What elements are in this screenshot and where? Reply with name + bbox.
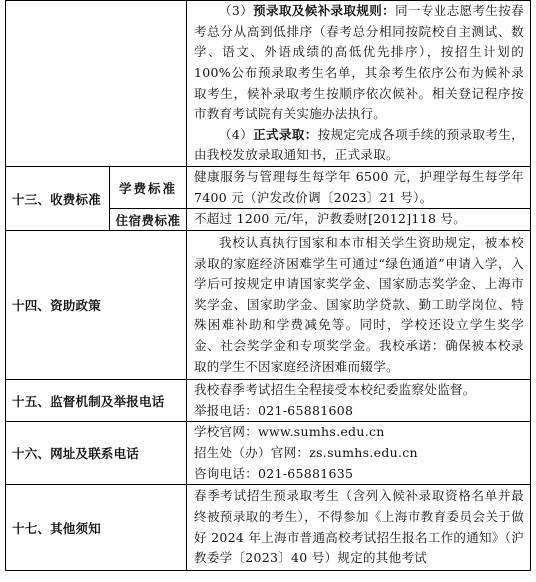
aid-policy-row [6,231,531,380]
report-phone: 举报电话：021-65881608 [194,402,354,418]
admission-rules-cell [187,1,531,167]
pre-admission-rule-title: 预录取及候补录取规则： [253,3,396,19]
other-notes-row [6,485,531,571]
aid-policy-paragraph: 我校认真执行国家和本市相关学生资助规定，被本校录取的家庭经济困难学生可通过“绿色通道”申请入学，入学后可按规定申请国家奖学金、国家励志奖学金、上海市奖学金、国家助学金、国家助学贷款、勤工助学岗位、特殊困难补助和学费减免等。同时，学校还设立学生奖学金、社会奖学金和专项奖学金。我校承诺：确保被本校录取的学生不因家庭经济困难而辍学。 [194,235,524,374]
pre-admission-rule-paragraph [194,1,524,125]
other-notes-text [187,485,531,571]
contact-cell [187,422,531,485]
school-website: 学校官网：www.sumhs.edu.cn [194,424,385,440]
pre-admission-rule-text: 同一专业志愿考生按春考总分从高到低排序（春考总分相同按院校自主测试、数学、语文、外语成绩的高低优先排序），按招生计划的100%公布预录取考生名单，其余考生依序公布为候补录取考生，候补录取考生按顺序依次候补。相关登记程序按市教育考试院有关实施办法执行。 [194,3,524,122]
formal-admission-text: 按规定完成各项手续的预录取考生，由我校发放录取通知书，正式录取。 [194,126,524,163]
supervision-statement: 我校春季考试招生全程接受本校纪委监察处监督。 [194,382,476,398]
tuition-label: 学费标准 [110,167,187,209]
admission-rules-row [6,1,531,167]
contact-section-label: 十六、网址及联系电话 [6,422,187,485]
fees-section-label: 十三、收费标准 [6,167,110,231]
pre-admission-rule-number: （3） [219,3,254,19]
tuition-text: 健康服务与管理每生每学年 6500 元，护理学每生每学年 7400 元（沪发改价调〔2023〕21 号）。 [187,167,531,209]
dorm-fee-label: 住宿费标准 [110,209,187,231]
tuition-row [6,167,531,209]
aid-section-label: 十四、资助政策 [6,231,187,380]
other-notes-paragraph: 春季考试招生预录取考生（含列入候补录取资格名单并最终被预录取的考生），不得参加《上海市教育委员会关于做好 2024 年上海市普通高校考试招生报名工作的通知》（沪教委学〔2023〕40 号）规定的其他考试 [194,488,524,566]
contact-row [6,422,531,485]
formal-admission-title: 正式录取： [253,126,318,142]
formal-admission-paragraph [194,125,524,166]
consult-phone: 咨询电话：021-65881635 [194,465,354,481]
dorm-fee-text: 不超过 1200 元/年，沪教委财[2012]118 号。 [187,209,531,231]
admission-label-cell [6,1,187,167]
supervision-cell [187,380,531,422]
aid-policy-text [187,231,531,380]
admissions-website: 招生处（办）官网：zs.sumhs.edu.cn [194,444,418,460]
admissions-regulations-table [5,0,531,571]
supervision-section-label: 十五、监督机制及举报电话 [6,380,187,422]
other-section-label: 十七、其他须知 [6,485,187,571]
formal-admission-number: （4） [219,126,254,142]
supervision-row [6,380,531,422]
